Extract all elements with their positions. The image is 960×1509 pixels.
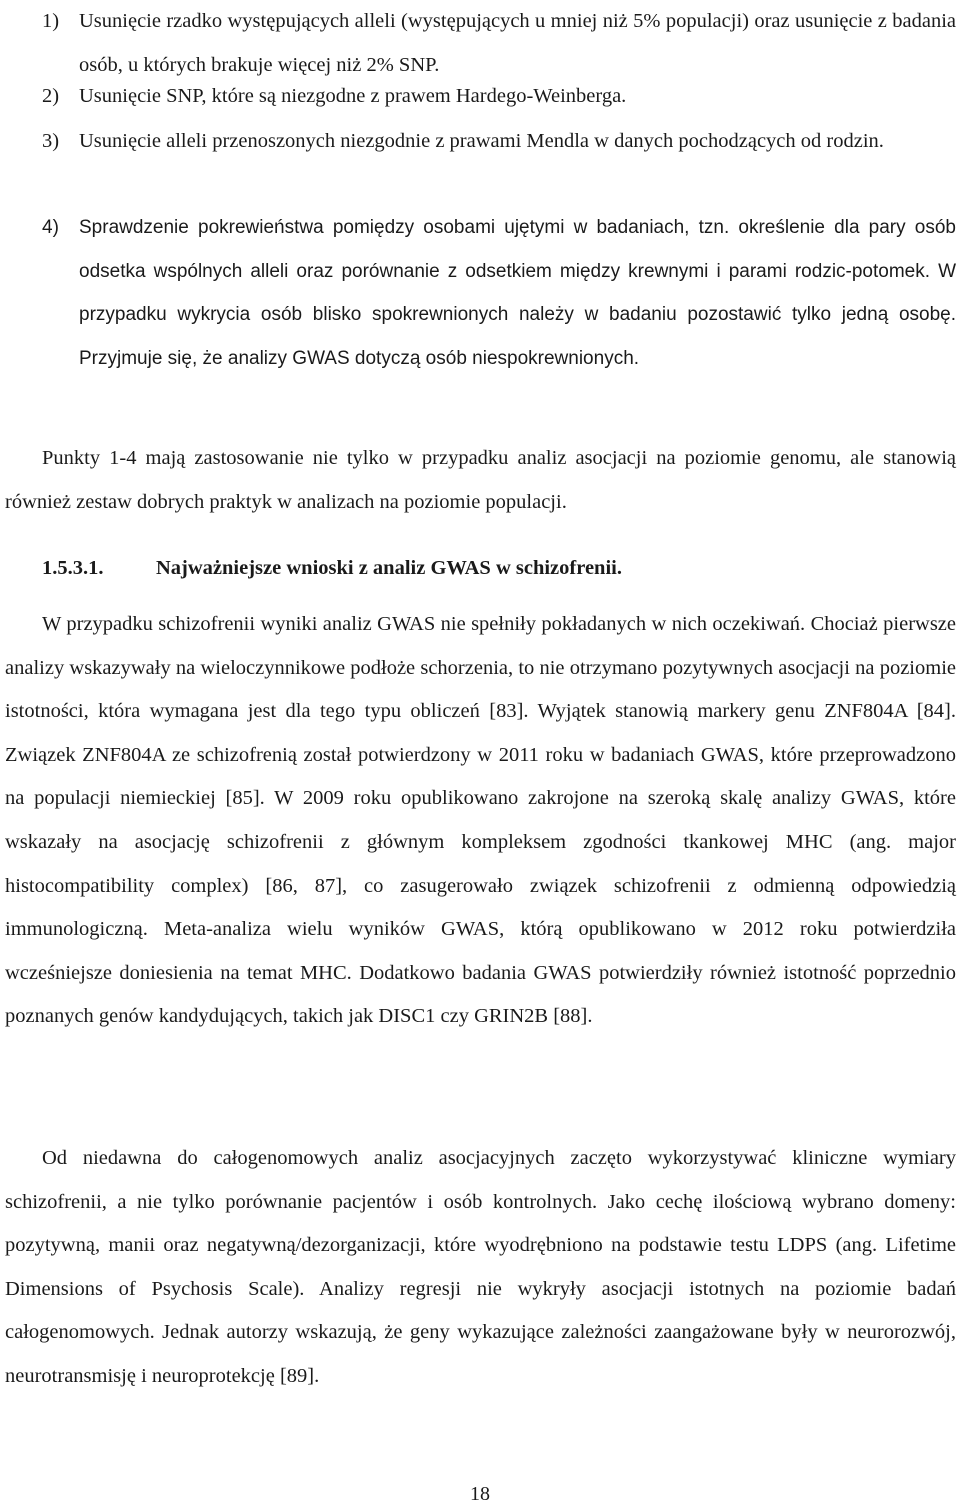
list-item-1 <box>0 0 956 87</box>
list-item-number: 1) <box>42 10 60 32</box>
list-item-text: Sprawdzenie pokrewieństwa pomiędzy osobami ujętymi w badaniach, tzn. określenie dla pary osób odsetka wspólnych alleli oraz porównanie z odsetkiem między krewnymi i parami rodzic-potomek. W przypadku wykrycia osób blisko spokrewnionych należy w badaniu pozostawić tylko jedną osobę. Przyjmuje się, że analizy GWAS dotyczą osób niespokrewnionych. <box>79 217 956 369</box>
paragraph-clinical-dimensions: Od niedawna do całogenomowych analiz asocjacyjnych zaczęto wykorzystywać kliniczne wymiary schizofrenii, a nie tylko porównanie pacjentów i osób kontrolnych. Jako cechę ilościową wybrano domeny: pozytywną, manii oraz negatywną/dezorganizacji, które wyodrębniono na podstawie testu LDPS (ang. Lifetime Dimensions of Psychosis Scale). Analizy regresji nie wykryły asocjacji istotnych na poziomie badań całogenomowych. Jednak autorzy wskazują, że geny wykazujące zależności zaangażowane były w neurorozwój, neurotransmisję i neuroprotekcję [89]. <box>5 1147 956 1387</box>
section-title: Najważniejsze wnioski z analiz GWAS w schizofrenii. <box>156 557 622 579</box>
list-item-text: Usunięcie SNP, które są niezgodne z prawem Hardego-Weinberga. <box>79 85 627 107</box>
paragraph-points-note: Punkty 1-4 mają zastosowanie nie tylko w przypadku analiz asocjacji na poziomie genomu, ale stanowią również zestaw dobrych praktyk w analizach na poziomie populacji. <box>5 447 956 513</box>
page-number: 18 <box>470 1483 490 1505</box>
paragraph-gwas-results: W przypadku schizofrenii wyniki analiz GWAS nie spełniły pokładanych w nich oczekiwań. Chociaż pierwsze analizy wskazywały na wieloczynnikowe podłoże schorzenia, to nie otrzymano pozytywnych asocjacji na poziomie istotności, która wymagana jest dla tego typu obliczeń [83]. Wyjątek stanowią markery genu ZNF804A [84]. Związek ZNF804A ze schizofrenią został potwierdzony w 2011 roku w badaniach GWAS, które przeprowadzono na populacji niemieckiej [85]. W 2009 roku opublikowano zakrojone na szeroką skalę analizy GWAS, które wskazały na asocjację schizofrenii z głównym kompleksem zgodności tkankowej MHC (ang. major histocompatibility complex) [86, 87], co zasugerowało związek schizofrenii z odmienną odpowiedzią immunologiczną. Meta-analiza wielu wyników GWAS, którą opublikowano w 2012 roku potwierdziła wcześniejsze doniesienia na temat MHC. Dodatkowo badania GWAS potwierdziły również istotność poprzednio poznanych genów kandydujących, takich jak DISC1 czy GRIN2B [88]. <box>5 613 956 1028</box>
list-item-text: Usunięcie alleli przenoszonych niezgodnie z prawami Mendla w danych pochodzących od rodzin. <box>79 130 884 152</box>
list-item-text: Usunięcie rzadko występujących alleli (występujących u mniej niż 5% populacji) oraz usunięcie z badania osób, u których brakuje więcej niż 2% SNP. <box>79 10 956 76</box>
list-item-number: 3) <box>42 130 60 152</box>
section-number: 1.5.3.1. <box>42 557 104 579</box>
section-heading <box>42 547 622 590</box>
list-item-number: 2) <box>42 85 60 107</box>
list-item-4 <box>0 206 956 380</box>
list-item-number: 4) <box>42 217 59 238</box>
list-item-2 <box>0 75 956 119</box>
list-item-3 <box>0 120 956 164</box>
